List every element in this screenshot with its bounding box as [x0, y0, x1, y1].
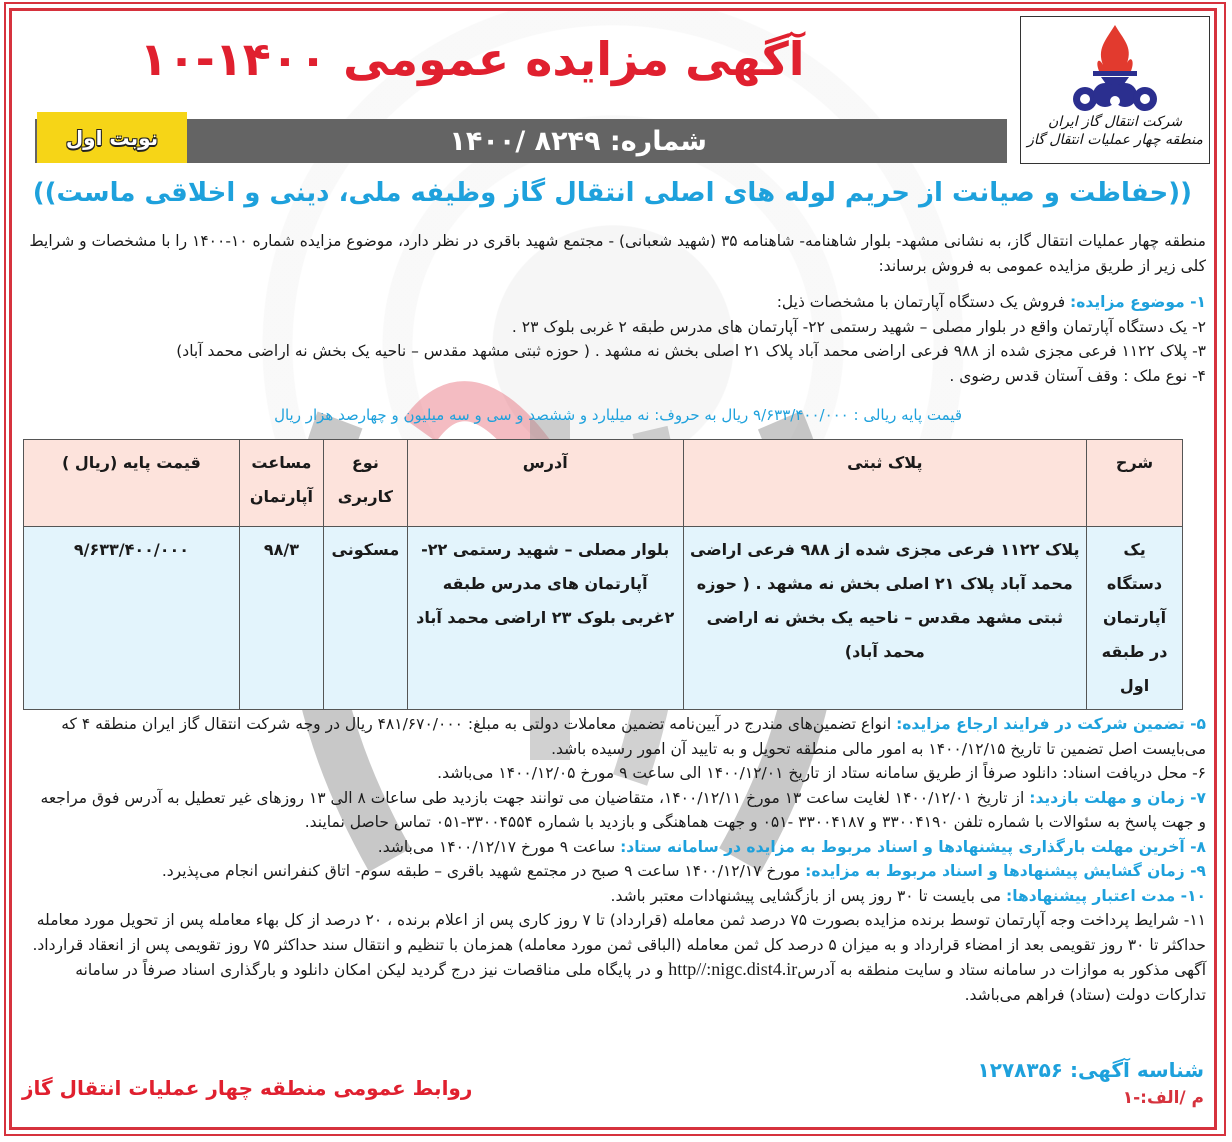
notice-number: شماره: ۸۲۴۹ /۱۴۰۰ — [449, 126, 707, 157]
table-header-row — [24, 440, 1183, 527]
property-table — [23, 439, 1183, 710]
website-link[interactable]: http//:nigc.dist4.ir — [668, 959, 798, 979]
header-base-price: قیمت پایه (ریال ) — [24, 440, 240, 527]
intro-line: کلی زیر از طریق مزایده عمومی به فروش برساند: — [878, 256, 1206, 275]
cell-description: یک دستگاه آپارتمان در طبقه اول — [1087, 527, 1183, 710]
page-title — [122, 32, 822, 86]
list-item: ۲- یک دستگاه آپارتمان واقع در بلوار مصلی – شهید رستمی ۲۲- آپارتمان های مدرس طبقه ۲ غربی بلوک ۲۳ . — [511, 317, 1206, 336]
header-plaque: پلاک ثبتی — [683, 440, 1086, 527]
items-bottom — [26, 712, 1206, 1007]
header-address: آدرس — [407, 440, 683, 527]
slogan: ((حفاظت و صیانت از حریم لوله های اصلی انتقال گاز وظیفه ملی، دینی و اخلاقی ماست)) — [32, 178, 1192, 208]
list-item — [26, 835, 1206, 860]
item-text: می بایست تا ۳۰ روز پس از بازگشایی پیشنهادات معتبر باشد. — [610, 886, 1006, 905]
public-relations-signature: روابط عمومی منطقه چهار عملیات انتقال گاز — [22, 1076, 473, 1100]
closing-text: و در پایگاه ملی مناقصات نیز درج گردید لیکن امکان دانلود و بارگذاری اسناد صرفاً در سامانه — [75, 961, 669, 979]
logo-region-name: منطقه چهار عملیات انتقال گاز — [1027, 132, 1203, 148]
cell-base-price: ۹/۶۳۳/۴۰۰/۰۰۰ — [24, 527, 240, 710]
closing-line: تدارکات دولت (ستاد) فراهم می‌باشد. — [964, 985, 1206, 1004]
company-logo — [1020, 16, 1210, 164]
closing-text: آگهی مذکور به موازات در سامانه ستاد و سایت منطقه به آدرس — [797, 961, 1206, 979]
list-item: و جهت پاسخ به سئوالات با شماره تلفن ۳۳۰۰۴۱۹۰ و ۳۳۰۰۴۱۸۷ -۰۵۱ و جهت هماهنگی و بازدید با شماره ۳۳۰۰۴۵۵۴-۰۵۱ تماس حاصل نمایند. — [304, 813, 1206, 831]
table-row — [24, 527, 1183, 710]
turn-badge: نوبت اول — [37, 112, 187, 163]
cell-address: بلوار مصلی – شهید رستمی ۲۲- آپارتمان های مدرس طبقه ۲غربی بلوک ۲۳ اراضی محمد آباد — [407, 527, 683, 710]
list-item — [26, 712, 1206, 737]
closing-line — [26, 957, 1206, 983]
item-text: مورخ ۱۴۰۰/۱۲/۱۷ ساعت ۹ صبح در مجتمع شهید باقری – طبقه سوم- اتاق کنفرانس انجام می‌پذیرد. — [161, 862, 806, 880]
item-label: ۵- تضمین شرکت در فرایند ارجاع مزایده: — [896, 715, 1206, 733]
item-label: ۱۰- مدت اعتبار پیشنهادها: — [1006, 886, 1206, 905]
intro-paragraph — [26, 229, 1206, 278]
list-item — [26, 786, 1206, 811]
logo-company-name: شرکت انتقال گاز ایران — [1047, 114, 1183, 130]
list-item: حداکثر تا ۳۰ روز تقویمی بعد از امضاء قرارداد و به میزان ۵ درصد کل ثمن معامله (الباقی ثمن مورد معامله) همزمان با تنظیم و انتقال سند حداکثر ۷۵ روز تقویمی پس از انعقاد قرارداد. — [32, 935, 1206, 954]
list-item — [26, 290, 1206, 315]
ad-code: م /الف:-۱ — [1122, 1088, 1204, 1108]
item-text: از تاریخ ۱۴۰۰/۱۲/۰۱ لغایت ساعت ۱۳ مورخ ۱۴۰۰/۱۲/۱۱، متقاضیان می توانند جهت بازدید طی ساعات ۸ الی ۱۳ روزهای غیر تعطیل به آدرس فوق مراجعه — [40, 788, 1030, 807]
gas-flame-logo-icon — [1055, 21, 1175, 113]
list-item — [26, 859, 1206, 884]
item-text: ساعت ۹ مورخ ۱۴۰۰/۱۲/۱۷ می‌باشد. — [377, 837, 621, 856]
base-price-line: قیمت پایه ریالی : ۹/۶۳۳/۴۰۰/۰۰۰ ریال به حروف: نه میلیارد و ششصد و سی و سه میلیون و چهارصد هزار ریال — [274, 406, 962, 424]
item-label: ۱- موضوع مزایده: — [1070, 293, 1206, 311]
header-description: شرح — [1087, 440, 1183, 527]
intro-line: منطقه چهار عملیات انتقال گاز، به نشانی مشهد- بلوار شاهنامه- شاهنامه ۳۵ (شهید شعبانی) - مجتمع شهید باقری در نظر دارد، موضوع مزایده شماره ۱۰-۱۴۰۰ را با مشخصات و شرایط — [29, 232, 1206, 250]
cell-plaque: پلاک ۱۱۲۲ فرعی مجزی شده از ۹۸۸ فرعی اراضی محمد آباد پلاک ۲۱ اصلی بخش نه مشهد . ( حوزه ثبتی مشهد مقدس – ناحیه یک بخش نه اراضی محمد آباد) — [683, 527, 1086, 710]
cell-usage: مسکونی — [323, 527, 407, 710]
items-top — [26, 290, 1206, 388]
list-item — [26, 884, 1206, 909]
list-item: می‌بایست اصل تضمین تا تاریخ ۱۴۰۰/۱۲/۱۵ به امور مالی منطقه تحویل و به تایید آن امور رسیده باشد. — [551, 739, 1206, 758]
cell-area: ۹۸/۳ — [239, 527, 323, 710]
title-text: آگهی مزایده عمومی — [343, 32, 805, 86]
item-text: فروش یک دستگاه آپارتمان با مشخصات ذیل: — [776, 293, 1071, 311]
list-item: ۱۱- شرایط پرداخت وجه آپارتمان توسط برنده مزایده بصورت ۷۵ درصد ثمن معامله (قرارداد) تا ۷ روز کاری پس از اعلام برنده ، ۲۰ درصد از کل بهاء معامله پس از تحویل مورد معامله — [36, 911, 1206, 929]
list-item: ۶- محل دریافت اسناد: دانلود صرفاً از طریق سامانه ستاد از تاریخ ۱۴۰۰/۱۲/۰۱ الی ساعت ۹ مورخ ۱۴۰۰/۱۲/۰۵ می‌باشد. — [437, 764, 1206, 782]
header-area: مساعت آپارتمان — [239, 440, 323, 527]
item-label: ۹- زمان گشایش پیشنهادها و اسناد مربوط به مزایده: — [805, 862, 1206, 880]
header-usage: نوع کاربری — [323, 440, 407, 527]
item-label: ۸- آخرین مهلت بارگذاری پیشنهادها و اسناد مربوط به مزایده در سامانه ستاد: — [620, 837, 1206, 856]
item-label: ۷- زمان و مهلت بازدید: — [1029, 788, 1206, 807]
item-text: انواع تضمین‌های مندرج در آیین‌نامه تضمین معاملات دولتی به مبلغ: ۴۸۱/۶۷۰/۰۰۰ ریال در وجه شرکت انتقال گاز ایران منطقه ۴ که — [61, 715, 897, 733]
list-item: ۴- نوع ملک : وقف آستان قدس رضوی . — [949, 366, 1206, 385]
list-item: ۳- پلاک ۱۱۲۲ فرعی مجزی شده از ۹۸۸ فرعی اراضی محمد آباد پلاک ۲۱ اصلی بخش نه مشهد . ( حوزه ثبتی مشهد مقدس – ناحیه یک بخش نه اراضی محمد آباد) — [176, 342, 1206, 360]
title-number: ۱۰-۱۴۰۰ — [139, 32, 328, 86]
ad-id: شناسه آگهی: ۱۲۷۸۳۵۶ — [977, 1058, 1204, 1082]
